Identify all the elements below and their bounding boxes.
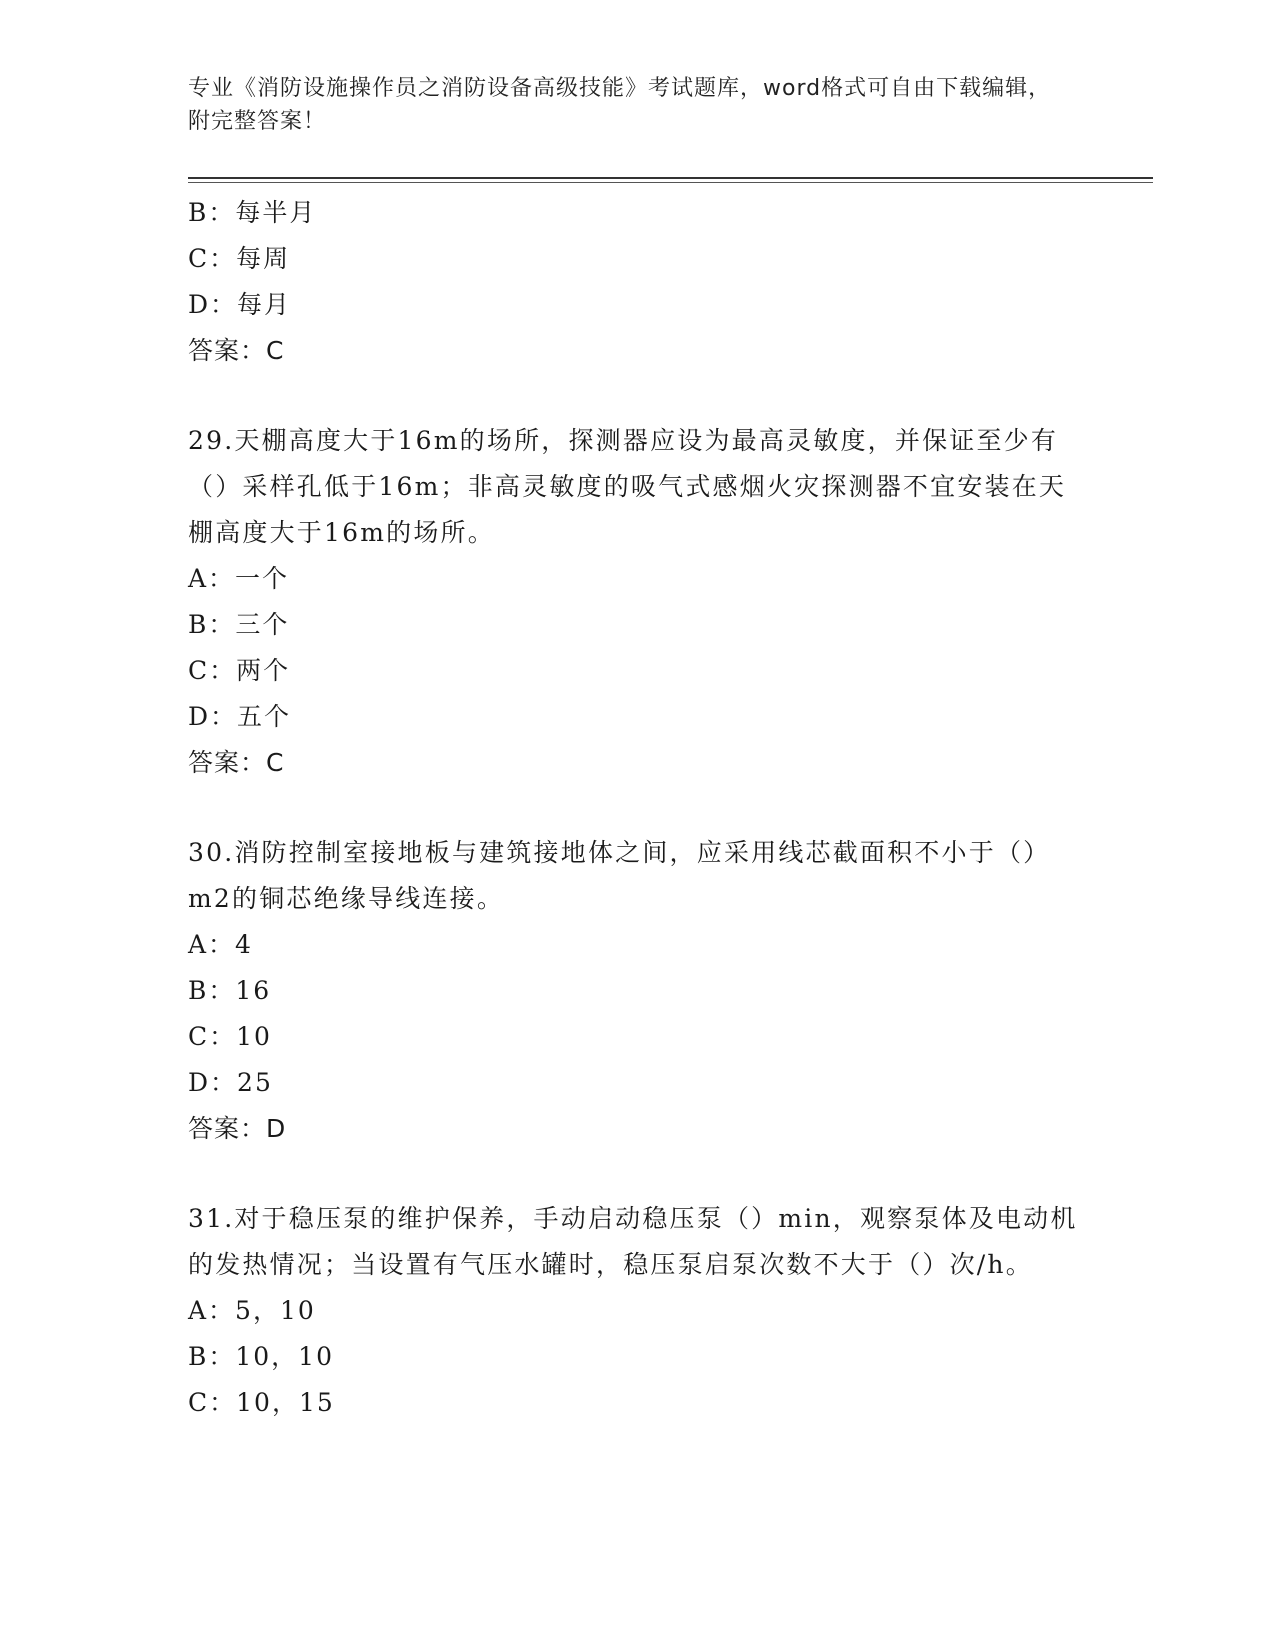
question-29 <box>188 418 1088 786</box>
option-d: D：25 <box>188 1068 273 1097</box>
option-c: C：每周 <box>188 244 291 273</box>
option-a: A：4 <box>188 930 253 959</box>
option-a: A：一个 <box>188 564 290 593</box>
option-d: D：每月 <box>188 290 292 319</box>
option-c: C：10 <box>188 1022 272 1051</box>
answer-line: 答案：C <box>188 336 285 365</box>
option-b: B：16 <box>188 976 272 1005</box>
header-divider-thick <box>188 177 1153 179</box>
option-b: B：10，10 <box>188 1342 334 1371</box>
question-30 <box>188 830 1088 1152</box>
option-b: B：三个 <box>188 610 290 639</box>
answer-line: 答案：D <box>188 1114 287 1143</box>
option-a: A：5，10 <box>188 1296 316 1325</box>
question-text: 30.消防控制室接地板与建筑接地体之间，应采用线芯截面积不小于（）m2的铜芯绝缘导线连接。 <box>188 838 1051 913</box>
question-31 <box>188 1196 1088 1426</box>
header-divider-thin <box>188 182 1153 183</box>
question-text: 31.对于稳压泵的维护保养，手动启动稳压泵（）min，观察泵体及电动机的发热情况；当设置有气压水罐时，稳压泵启泵次数不大于（）次/h。 <box>188 1204 1078 1279</box>
question-28-continued <box>188 190 1088 374</box>
question-text: 29.天棚高度大于16m的场所，探测器应设为最高灵敏度，并保证至少有（）采样孔低于16m；非高灵敏度的吸气式感烟火灾探测器不宜安装在天棚高度大于16m的场所。 <box>188 426 1067 547</box>
option-d: D：五个 <box>188 702 292 731</box>
page-header: 专业《消防设施操作员之消防设备高级技能》考试题库，word格式可自由下载编辑，附完整答案！ <box>188 76 1052 134</box>
option-c: C：10，15 <box>188 1388 335 1417</box>
option-c: C：两个 <box>188 656 291 685</box>
option-b: B：每半月 <box>188 198 317 227</box>
question-content <box>188 190 1088 1426</box>
answer-line: 答案：C <box>188 748 285 777</box>
